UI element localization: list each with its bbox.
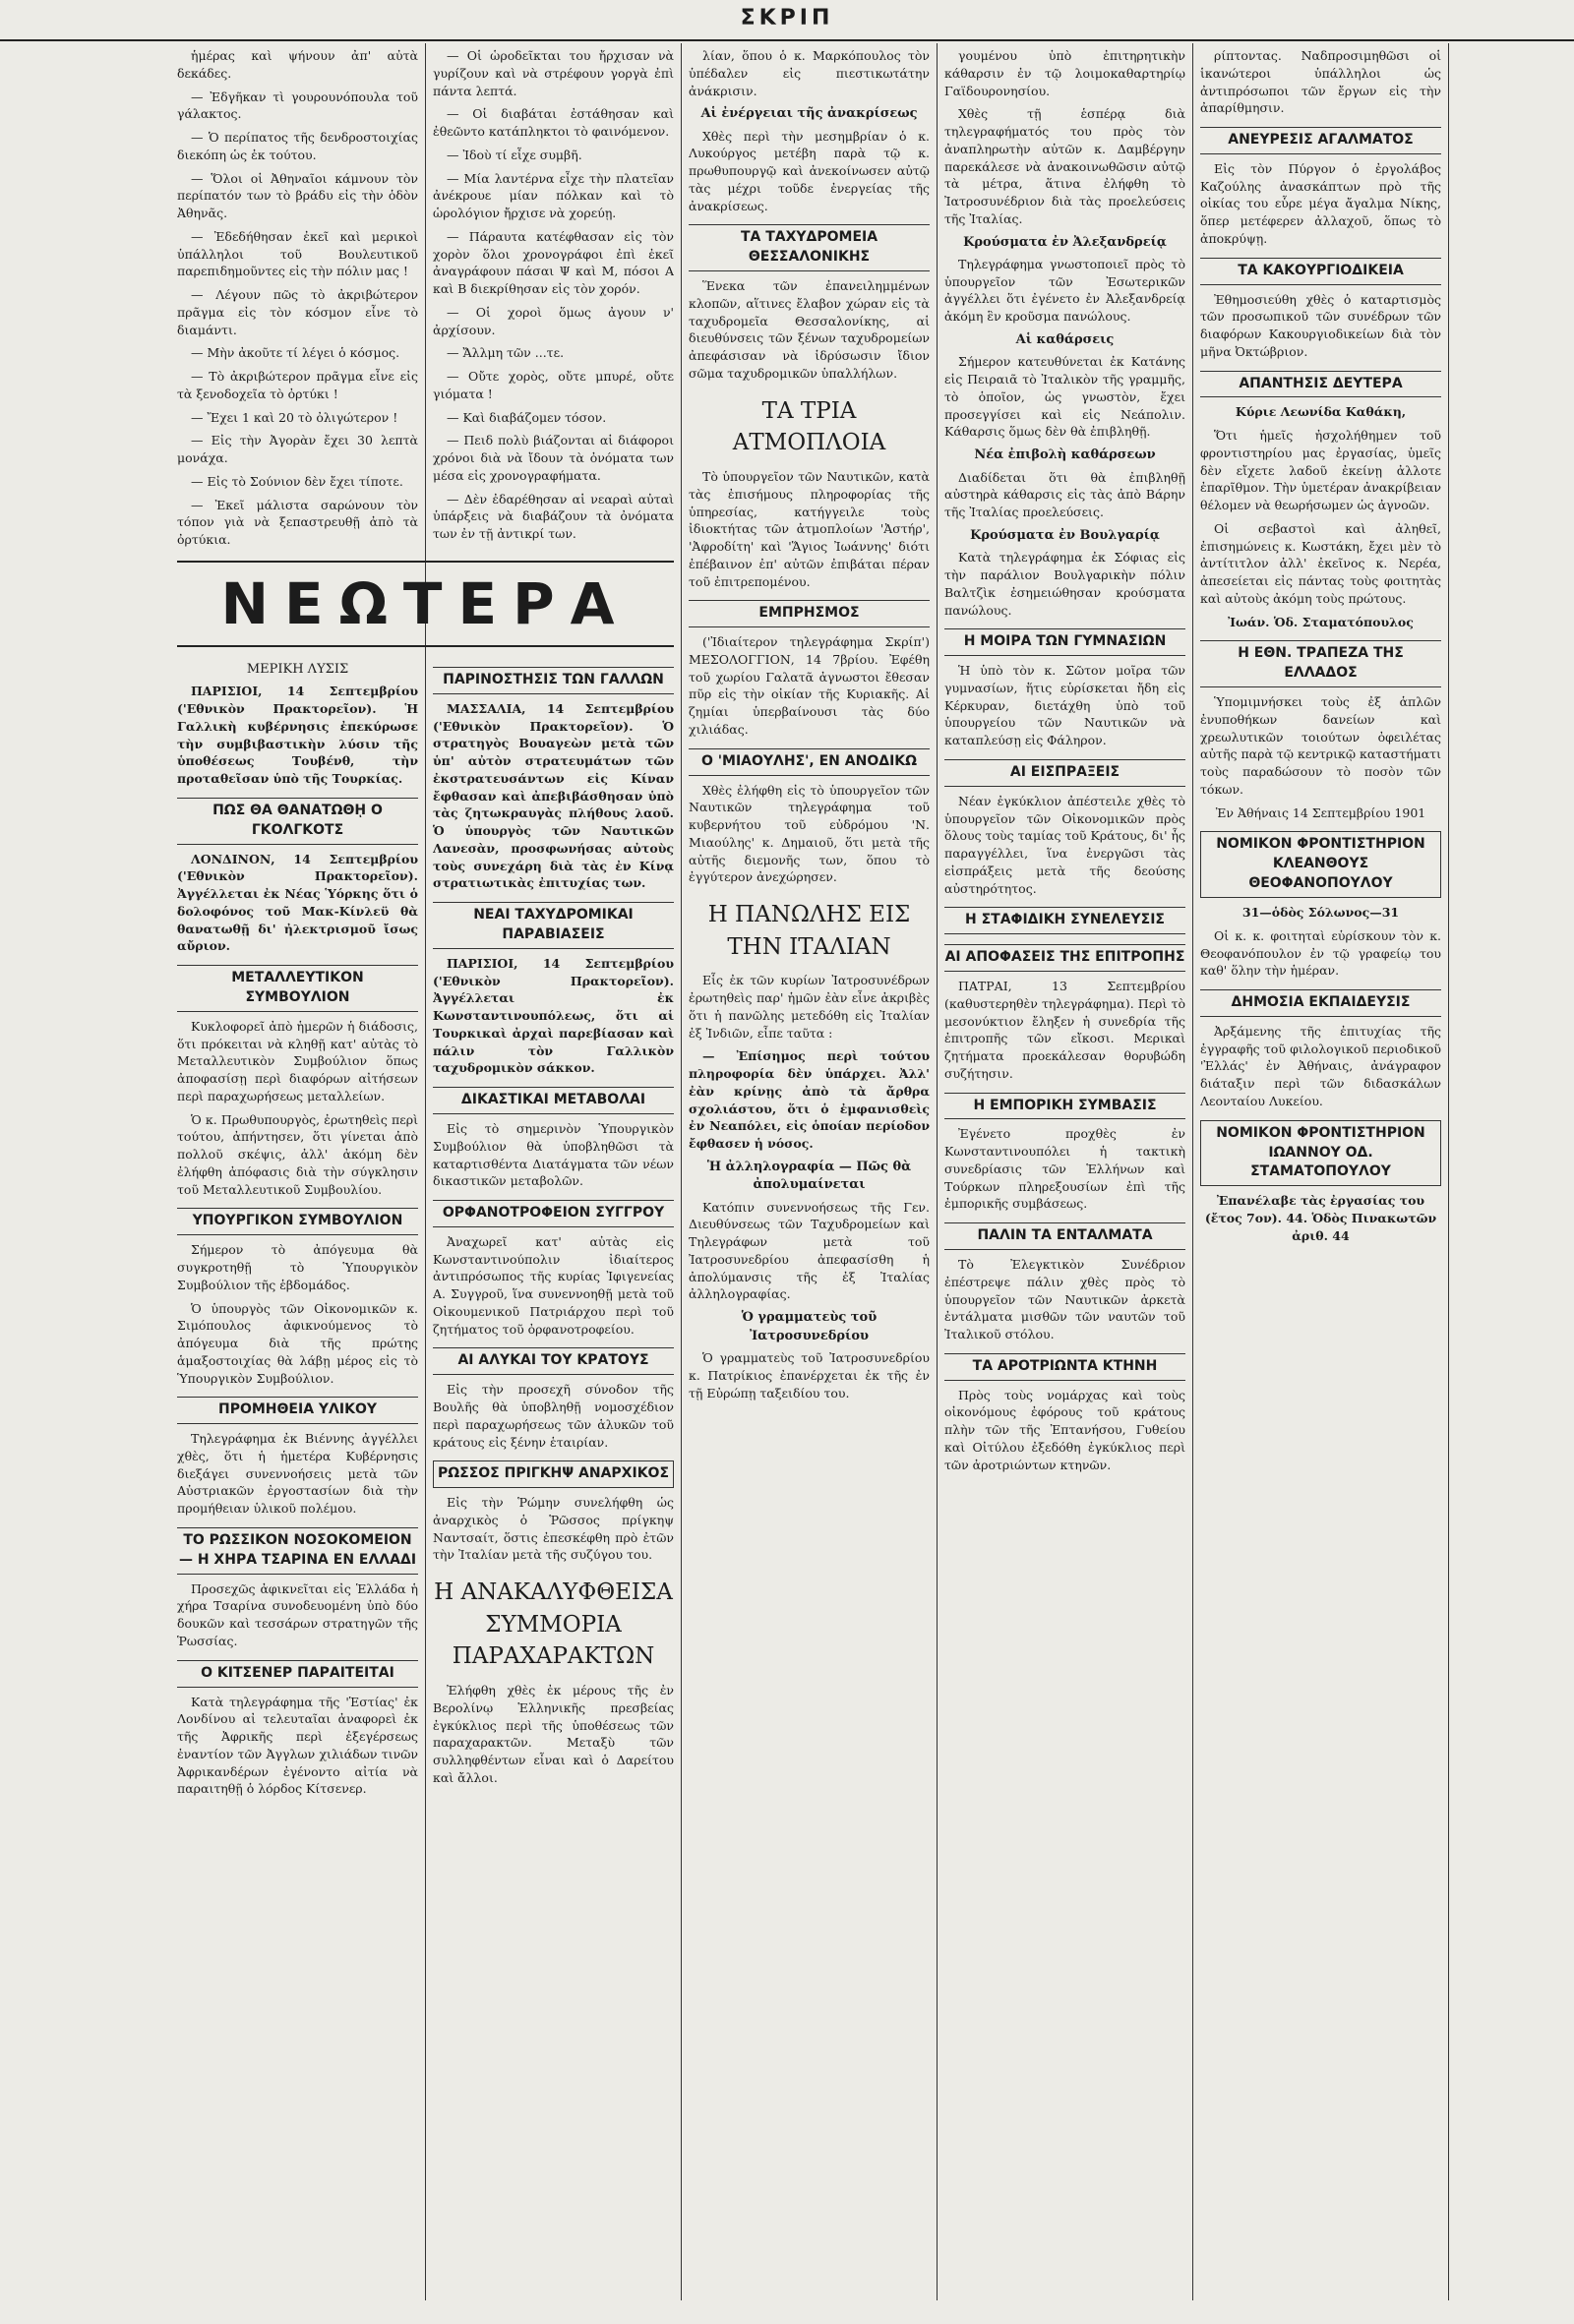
column-rule (1192, 43, 1193, 2300)
paragraph: Σήμερον τὸ ἀπόγευμα θὰ συγκροτηθῇ τὸ Ὑπουργικὸν Συμβούλιον τῆς ἑβδομάδος. (177, 1242, 418, 1292)
paragraph: — Καὶ διαβάζομεν τόσον. (447, 409, 607, 425)
section-banner-neotera: ΝΕΩΤΕΡΑ (177, 561, 674, 647)
headline: ΥΠΟΥΡΓΙΚΟΝ ΣΥΜΒΟΥΛΙΟΝ (177, 1208, 418, 1235)
headline: ΜΕΤΑΛΛΕΥΤΙΚΟΝ ΣΥΜΒΟΥΛΙΟΝ (177, 965, 418, 1012)
headline: ΔΗΜΟΣΙΑ ΕΚΠΑΙΔΕΥΣΙΣ (1200, 989, 1441, 1017)
paragraph: Διαδίδεται ὅτι θὰ ἐπιβληθῇ αὐστηρὰ κάθαρσις εἰς τὰς ἀπὸ Βάρην τῆς Ἰταλίας προελεύσεις. (944, 469, 1185, 520)
paragraph: — Πάραυτα κατέφθασαν εἰς τὸν χορὸν ὅλοι χρονογράφοι ἐπὶ ἐκεῖ ἀναγράφουν πάσαι Ψ καὶ Μ, πόσοι Α καὶ Β διεκρίθησαν εἰς τὸν χορόν. (433, 228, 674, 296)
column-rule (681, 43, 682, 2300)
paragraph: Σήμερον κατευθύνεται ἐκ Κατάνης εἰς Πειραιᾶ τὸ Ἰταλικὸν τῆς γραμμῆς, τὸ ὁποῖον, ὡς γνωστὸν, ἔχει προσεγγίσει καὶ εἰς Νεάπολιν. Κάθαρσις ὅμως δὲν θὰ ἐπιβληθῇ. (944, 354, 1185, 440)
column-2-lower (433, 657, 674, 2300)
paragraph: Εἰς τὸ σημερινὸν Ὑπουργικὸν Συμβούλιον θὰ ὑποβληθῶσι τὰ καταρτισθέντα Διατάγματα τῶν νέων δικαστικῶν μεταβολῶν. (433, 1121, 674, 1189)
paragraph: Κυκλοφορεῖ ἀπὸ ἡμερῶν ἡ διάδοσις, ὅτι πρόκειται νὰ κληθῇ κατ' αὐτὰς τὸ Μεταλλευτικὸν Συμβούλιον ὅπως ἀποφασίσῃ περὶ διαφόρων αἰτήσεων περὶ παραχωρήσεως μεταλλείων. (177, 1018, 418, 1103)
headline: ΑΙ ΕΙΣΠΡΑΞΕΙΣ (944, 759, 1185, 787)
paragraph: ΛΟΝΔΙΝΟΝ, 14 Σεπτεμβρίου ('Εθνικὸν Πρακτορεῖον). Ἀγγέλλεται ἐκ Νέας Ὑόρκης ὅτι ὁ δολοφόνος τοῦ Μακ-Κίνλεϋ θὰ θανατωθῇ δι' ἠλεκτρισμοῦ ἴσως αὔριον. (177, 851, 418, 954)
headline: ΕΜΠΡΗΣΜΟΣ (689, 600, 930, 627)
paragraph: Ἐθημοσιεύθη χθὲς ὁ καταρτισμὸς τῶν προσωπικοῦ τῶν συνέδρων τῶν διαφόρων Κακουργιοδικείων διὰ τὸν μῆνα Ὀκτώβριον. (1200, 291, 1441, 359)
paragraph: λίαν, ὅπου ὁ κ. Μαρκόπουλος τὸν ὑπέδαλεν εἰς πιεστικωτάτην ἀνάκρισιν. (689, 48, 930, 98)
paragraph: ΠΑΤΡΑΙ, 13 Σεπτεμβρίου (καθυστερηθὲν τηλεγράφημα). Περὶ τὸ μεσονύκτιον ἔληξεν ἡ συνεδρία τῆς ἐπιτροπῆς τῶν εἴκοσι. Μερικαὶ ζητήματα προεκάλεσαν θορυβώδη συζήτησιν. (944, 979, 1185, 1081)
paragraph: Χθὲς ἐλήφθη εἰς τὸ ὑπουργεῖον τῶν Ναυτικῶν τηλεγράφημα τοῦ κυβερνήτου τοῦ εὐδρόμου 'Ν. Μιαούλης' κ. Δημαιοῦ, ὅτι μετὰ τῆς αὐτῆς διεμονῆς των, ὅπου τὸ ἐγγύτερον ἀνεχώρησεν. (689, 782, 930, 885)
headline: ΠΡΟΜΗΘΕΙΑ ΥΛΙΚΟΥ (177, 1397, 418, 1424)
paragraph: Κύριε Λεωνίδα Καθάκη, (1235, 404, 1407, 420)
paragraph: ΠΑΡΙΣΙΟΙ, 14 Σεπτεμβρίου ('Εθνικὸν Πρακτορεῖον). Ἀγγέλλεται ἐκ Κωνσταντινουπόλεως, ὅτι αἱ Τουρκικαὶ ἀρχαὶ παρεβίασαν καὶ πάλιν τὸν Γαλλικὸν ταχυδρομικὸν σάκκον. (433, 955, 674, 1076)
paragraph: Εἷς ἐκ τῶν κυρίων Ἰατροσυνέδρων ἐρωτηθεὶς παρ' ἡμῶν ἐὰν εἶνε ἀκριβὲς ὅτι ἡ πανῶλης μετεδόθη εἰς Ἰταλίαν ἐξ Ἰνδιῶν, εἶπε ταῦτα : (689, 973, 930, 1041)
column-3 (689, 47, 930, 2300)
headline: ΤΑ ΑΡΟΤΡΙΩΝΤΑ ΚΤΗΝΗ (944, 1353, 1185, 1381)
masthead-title: ΣΚΡΙΠ (740, 6, 834, 30)
headline: ΑΠΑΝΤΗΣΙΣ ΔΕΥΤΕΡΑ (1200, 371, 1441, 398)
paragraph: γουμένου ὑπὸ ἐπιτηρητικὴν κάθαρσιν ἐν τῷ λοιμοκαθαρτηρίῳ Γαϊδουρονησίου. (944, 48, 1185, 98)
headline: ΡΩΣΣΟΣ ΠΡΙΓΚΗΨ ΑΝΑΡΧΙΚΟΣ (433, 1460, 674, 1488)
headline: ΑΙ ΑΠΟΦΑΣΕΙΣ ΤΗΣ ΕΠΙΤΡΟΠΗΣ (944, 944, 1185, 972)
paragraph: — Ἐκεῖ μάλιστα σαρώνουν τὸν τόπον γιὰ νὰ ξεπαστρευθῇ ἀπὸ τὰ ὀρτύκια. (177, 497, 418, 547)
paragraph: Ὁ ὑπουργὸς τῶν Οἰκονομικῶν κ. Σιμόπουλος ἀφικνούμενος τὸ ἀπόγευμα διὰ τῆς πρώτης ἁμαξοστοιχίας θὰ λάβῃ μέρος εἰς τὸ Ὑπουργικὸν Συμβούλιον. (177, 1300, 418, 1386)
headline: ΤΑ ΤΑΧΥΔΡΟΜΕΙΑ ΘΕΣΣΑΛΟΝΙΚΗΣ (689, 224, 930, 271)
paragraph: — Ὁ περίπατος τῆς δενδροστοιχίας διεκόπη ὡς ἐκ τούτου. (177, 130, 418, 162)
column-1-top (177, 47, 418, 554)
column-4 (944, 47, 1185, 2300)
paragraph: Ἐλήφθη χθὲς ἐκ μέρους τῆς ἐν Βερολίνῳ Ἑλληνικῆς πρεσβείας ἐγκύκλιος περὶ τῆς ὑποθέσεως τῶν παραχαρακτῶν. Μεταξὺ τῶν συλληφθέντων εἶναι καὶ ὁ Δαρείτου καὶ ἄλλοι. (433, 1683, 674, 1785)
paragraph: Εἰς τὴν Ῥώμην συνελήφθη ὡς ἀναρχικὸς ὁ Ῥῶσσος πρίγκηψ Ναντσαίτ, ὅστις ἐπεσκέφθη πρὸ ἐτῶν τὴν Ἰταλίαν μετὰ τῆς συζύγου του. (433, 1495, 674, 1563)
paragraph: — Ἐπίσημος περὶ τούτου πληροφορία δὲν ὑπάρχει. Ἀλλ' ἐὰν κρίνῃς ἀπὸ τὰ ἄρθρα σχολιάστου, ὅτι ὁ ἐμφανισθεὶς ἐν Νεαπόλει, εἰς ὁποίαν περίοδον ἔφθασεν ἡ νόσος. (689, 1048, 930, 1152)
paragraph: Νέαν ἐγκύκλιον ἀπέστειλε χθὲς τὸ ὑπουργεῖον τῶν Οἰκονομικῶν πρὸς ὅλους τοὺς ταμίας τοῦ Κράτους, δι' ἧς παραγγέλλει, ἵνα ἐνεργῶσι τὰς εἰσπράξεις μετὰ τῆς δεούσης αὐστηρότητος. (944, 793, 1185, 896)
paragraph: Ἀρξάμενης τῆς ἐπιτυχίας τῆς ἐγγραφῆς τοῦ φιλολογικοῦ περιοδικοῦ 'Ἐλλάς' ἐν Ἀθήναις, ἀνάγραφον διάταξιν περὶ τῶν διδασκάλων Λεονταίου Λυκείου. (1200, 1023, 1441, 1108)
column-rule (1448, 43, 1449, 2300)
paragraph: ρίπτοντας. Ναδπροσιμηθῶσι οἱ ἱκανώτεροι ὑπάλληλοι ὡς ἀντιπρόσωποι τῶν ἔργων εἰς τὴν ἀπαρίθμησιν. (1200, 48, 1441, 116)
paragraph: Τηλεγράφημα γνωστοποιεῖ πρὸς τὸ ὑπουργεῖον τῶν Ἐσωτερικῶν ἀγγέλλει ὅτι ἐγένετο ἐν Ἀλεξανδρείᾳ ἀκόμη ἓν κροῦσμα πανώλους. (944, 256, 1185, 325)
paragraph: Πρὸς τοὺς νομάρχας καὶ τοὺς οἰκονόμους ἐφόρους τοῦ κράτους πλὴν τῶν τῆς Ἐπτανήσου, Γυθείου καὶ Οἰτύλου ἐξεδόθη ἐγκύκλιος περὶ τῶν ἀροτριώντων κτηνῶν. (944, 1387, 1185, 1472)
column-2-top (433, 47, 674, 554)
column-rule (425, 43, 426, 2300)
paragraph: Χθὲς τῇ ἑσπέρᾳ διὰ τηλεγραφήματός του πρὸς τὸν ἀναπληρωτὴν αὐτῶν κ. Δαμβέργην παρεκάλεσε νὰ ἀνακοινωθῶσιν αὐτῷ τὰ μέτρα, ἅτινα ἐλήφθη τὸ Ἰατροσυνέδριον διὰ τὰς προελεύσεις τῆς Ἰταλίας. (944, 106, 1185, 226)
paragraph: Ἐγένετο προχθὲς ἐν Κωνσταντινουπόλει ἡ τακτικὴ συνεδρίασις τῶν Ἑλλήνων καὶ Τούρκων πληρεξουσίων ἐπὶ τῆς ἐμπορικῆς συμβάσεως. (944, 1126, 1185, 1212)
paragraph: Ὁ κ. Πρωθυπουργὸς, ἐρωτηθεὶς περὶ τούτου, ἀπήντησεν, ὅτι γίνεται ἀπὸ πολλοῦ σκέψις, ἀλλ' ἀκόμη δὲν ἐλήφθη ἀπόφασις διὰ τὴν σύγκλησιν τοῦ Μεταλλευτικοῦ Συμβουλίου. (177, 1111, 418, 1197)
headline: Η ΕΘΝ. ΤΡΑΠΕΖΑ ΤΗΣ ΕΛΛΑΔΟΣ (1200, 640, 1441, 687)
paragraph: Χθὲς περὶ τὴν μεσημβρίαν ὁ κ. Λυκούργος μετέβη παρὰ τῷ κ. πρωθυπουργῷ καὶ ἀνεκοίνωσεν αὐτῷ τὰς μέχρι τοῦδε ἐνεργείας τῆς ἀνακρίσεως. (689, 128, 930, 213)
paragraph: — Οὔτε χορὸς, οὔτε μπυρέ, οὔτε γιόματα ! (433, 369, 674, 401)
masthead (0, 0, 1574, 41)
headline: Ο ΚΙΤΣΕΝΕΡ ΠΑΡΑΙΤΕΙΤΑΙ (177, 1660, 418, 1688)
paragraph: — Ἐδγῆκαν τὶ γουρουνόπουλα τοῦ γάλακτος. (177, 89, 418, 122)
headline: ΑΝΕΥΡΕΣΙΣ ΑΓΑΛΜΑΤΟΣ (1200, 127, 1441, 154)
paragraph: Τὸ Ἐλεγκτικὸν Συνέδριον ἐπέστρεψε πάλιν χθὲς πρὸς τὸ ὑπουργεῖον τῶν Ναυτικῶν ἀρκετὰ ἐντάλματα μισθῶν τῶν ναυτῶν τοῦ Ἰταλικοῦ στόλου. (944, 1257, 1185, 1342)
paragraph: — Εἰς τὴν Ἀγορὰν ἔχει 30 λεπτὰ μονάχα. (177, 433, 418, 465)
paragraph: — Δὲν ἐδαρέθησαν αἱ νεαραὶ αὐταὶ ὑπάρξεις νὰ διαβάζουν τὰ ὀνόματα των ἐν τῇ ἀντικρί των. (433, 491, 674, 541)
paragraph: Εἰς τὸν Πύργον ὁ ἐργολάβος Καζούλης ἀνασκάπτων πρὸ τῆς οἰκίας του εὗρε μέγα ἄγαλμα Νίκης, ὅπερ μετέφερεν ἀλλαχοῦ, ὅπως τὸ ἀποκρύψῃ. (1200, 160, 1441, 246)
headline: ΤΟ ΡΩΣΣΙΚΟΝ ΝΟΣΟΚΟΜΕΙΟΝ — Η ΧΗΡΑ ΤΣΑΡΙΝΑ ΕΝ ΕΛΛΑΔΙ (177, 1527, 418, 1575)
headline: ΠΩΣ ΘΑ ΘΑΝΑΤΩΘῌ Ο ΓΚΟΛΓΚΟΤΣ (177, 798, 418, 845)
headline: ΤΑ ΤΡΙΑ ΑΤΜΟΠΛΟΙΑ (732, 397, 886, 456)
paragraph: ΜΑΣΣΑΛΙΑ, 14 Σεπτεμβρίου ('Εθνικὸν Πρακτορεῖον). Ὁ στρατηγὸς Βουαγεὼν μετὰ τῶν ὑπ' αὐτὸν στρατευμάτων τῶν ἐκστρατευσάντων εἰς Κίναν ἔφθασαν καὶ ἀπεβιβάσθησαν ὑπὸ τὰς ζητωκραυγὰς πλήθους λαοῦ. Ὁ ὑπουργὸς τῶν Ναυτικῶν Λανεσὰν, προσφωνήσας αὐτοὺς τοὺς συνεχάρη διὰ τὰς ἐν Κίνᾳ στρατιωτικὰς ἐπιτυχίας των. (433, 700, 674, 891)
headline: Η ΜΟΙΡΑ ΤΩΝ ΓΥΜΝΑΣΙΩΝ (944, 628, 1185, 656)
paragraph: — Ἰδοὺ τί εἶχε συμβῆ. (447, 147, 582, 162)
headline: ΝΟΜΙΚΟΝ ΦΡΟΝΤΙΣΤΗΡΙΟΝ ΚΛΕΑΝΘΟΥΣ ΘΕΟΦΑΝΟΠΟΥΛΟΥ (1200, 831, 1441, 898)
paragraph: Προσεχῶς ἀφικνεῖται εἰς Ἑλλάδα ἡ χήρα Τσαρίνα συνοδευομένη ὑπὸ δύο δουκῶν καὶ τεσσάρων στρατηγῶν τῆς Ῥωσσίας. (177, 1580, 418, 1648)
headline: ΝΕΑΙ ΤΑΧΥΔΡΟΜΙΚΑΙ ΠΑΡΑΒΙΑΣΕΙΣ (433, 902, 674, 949)
headline: ΔΙΚΑΣΤΙΚΑΙ ΜΕΤΑΒΟΛΑΙ (433, 1087, 674, 1114)
paragraph: Ὑπομιμνήσκει τοὺς ἐξ ἁπλῶν ἐνυποθήκων δανείων καὶ χρεωλυτικῶν τοιούτων ὀφειλέτας αὐτῆς παρὰ τῷ κεντρικῷ καταστήματι τοὺς παραδώσουν τὸ ποσὸν τῶν τόκων. (1200, 694, 1441, 797)
paragraph: Κατὰ τηλεγράφημα ἐκ Σόφιας εἰς τὴν παράλιον Βουλγαρικὴν πόλιν Βαλτζὶκ ἐσημειώθησαν κρούσματα πανώλους. (944, 550, 1185, 618)
paragraph: — Οἱ διαβάται ἐστάθησαν καὶ ἐθεῶντο κατάπληκτοι τὸ φαινόμενον. (433, 106, 674, 139)
headline: Αἱ καθάρσεις (1015, 331, 1115, 347)
paragraph: — Οἱ χοροὶ ὅμως ἀγουν ν' ἀρχίσουν. (433, 304, 674, 337)
headline: Η ΕΜΠΟΡΙΚΗ ΣΥΜΒΑΣΙΣ (944, 1093, 1185, 1120)
paragraph: — Ἄλλμη τῶν ...τε. (447, 345, 565, 361)
paragraph: — Ὅλοι οἱ Ἀθηναῖοι κάμνουν τὸν περίπατόν των τὸ βράδυ εἰς τὴν ὁδὸν Ἀθηνᾶς. (177, 170, 418, 220)
headline: ΤΑ ΚΑΚΟΥΡΓΙΟΔΙΚΕΙΑ (1200, 258, 1441, 285)
headline: Ἡ ἀλληλογραφία — Πῶς θὰ ἀπολυμαίνεται (706, 1159, 912, 1193)
paragraph: 31—ὁδὸς Σόλωνος—31 (1241, 905, 1400, 920)
paragraph: Τὸ ὑπουργεῖον τῶν Ναυτικῶν, κατὰ τὰς ἐπισήμους πληροφορίας τῆς ὑπηρεσίας, κατήγγειλε τοὺς ἰδιοκτήτας τῶν ἀτμοπλοίων 'Ἀστήρ', 'Ἀφροδίτη' καὶ 'Ἅγιος Ἰωάννης' διότι ἐπέβαινον ἐπ' αὐτῶν ἐπιβάται πέραν τοῦ ἐπιτρεπομένου. (689, 469, 930, 589)
paragraph: Τηλεγράφημα ἐκ Βιέννης ἀγγέλλει χθὲς, ὅτι ἡ ἡμετέρα Κυβέρνησις διεξάγει συνεννοήσεις μετὰ τῶν Αὐστριακῶν ἐργοστασίων διὰ τὴν προμήθειαν ὑλικοῦ πολέμου. (177, 1431, 418, 1517)
headline: Ο 'ΜΙΑΟΥΛΗΣ', ΕΝ ΑΝΟΔΙΚΩ (689, 748, 930, 776)
headline: Κρούσματα ἐν Βουλγαρίᾳ (970, 527, 1160, 543)
headline: Αἱ ἐνέργειαι τῆς ἀνακρίσεως (700, 106, 918, 122)
paragraph: — Πειδ πολὺ βιάζονται αἱ διάφοροι χρόνοι διὰ νὰ ἴδουν τὰ ὀνόματα των μέσα εἰς χρονογραφήματα. (433, 433, 674, 483)
headline: Κρούσματα ἐν Ἀλεξανδρείᾳ (963, 234, 1167, 250)
column-5 (1200, 47, 1441, 2300)
paragraph: — Τὸ ἀκριβώτερον πρᾶγμα εἶνε εἰς τὰ ξενοδοχεῖα τὸ ὀρτύκι ! (177, 369, 418, 401)
signature-line: Ἰωάν. Ὁδ. Σταματόπουλος (1228, 614, 1414, 629)
headline: ΠΑΡΙΝΟΣΤΗΣΙΣ ΤΩΝ ΓΑΛΛΩΝ (433, 667, 674, 694)
paragraph: — Λέγουν πῶς τὸ ἀκριβώτερον πρᾶγμα εἰς τὸν κόσμον εἶνε τὸ διαμάντι. (177, 287, 418, 337)
paragraph: Ἐπανέλαβε τὰς ἐργασίας του (ἔτος 7ον). 44. Ὁδὸς Πινακωτῶν ἀριθ. 44 (1204, 1193, 1437, 1243)
headline: ΝΟΜΙΚΟΝ ΦΡΟΝΤΙΣΤΗΡΙΟΝ ΙΩΑΝΝΟΥ ΟΔ. ΣΤΑΜΑΤΟΠΟΥΛΟΥ (1200, 1120, 1441, 1187)
column-rule (937, 43, 938, 2300)
paragraph: ΠΑΡΙΣΙΟΙ, 14 Σεπτεμβρίου ('Εθνικὸν Πρακτορεῖον). Ἡ Γαλλικὴ κυβέρνησις ἐπεκύρωσε τὴν συμβιβαστικὴν λύσιν τῆς ὑποθέσεως Τουβένθ, τὴν προταθεῖσαν ὑπὸ τῆς Τουρκίας. (177, 684, 418, 787)
paragraph: Ἐν Ἀθήναις 14 Σεπτεμβρίου 1901 (1215, 804, 1426, 820)
paragraph: Οἱ σεβαστοὶ καὶ ἀληθεῖ, ἐπισημώνεις κ. Κωστάκη, ἔχει μὲν τὸ ἀντίτιτλον ἀλλ' ἐκεῖνος κ. Νερέα, ἀπεσείεται εἰς πάντας τοὺς φοιτητὰς καὶ αὐτοὺς ἀκόμη τοὺς πρώτους. (1200, 520, 1441, 606)
paragraph: — Μία λαντέρνα εἶχε τὴν πλατεῖαν ἀνέκρουε μίαν πόλκαν καὶ τὸ ὡρολόγιον ἤρχισε νὰ χορεύῃ. (433, 170, 674, 220)
headline: Ὁ γραμματεὺς τοῦ Ἰατροσυνεδρίου (741, 1310, 878, 1343)
paragraph: — Ἔχει 1 καὶ 20 τὸ ὀλιγώτερον ! (191, 409, 398, 425)
headline: ΟΡΦΑΝΟΤΡΟΦΕΙΟΝ ΣΥΓΓΡΟΥ (433, 1200, 674, 1227)
headline: ΠΑΛΙΝ ΤΑ ΕΝΤΑΛΜΑΤΑ (944, 1222, 1185, 1250)
headline: ΑΙ ΑΛΥΚΑΙ ΤΟΥ ΚΡΑΤΟΥΣ (433, 1347, 674, 1375)
headline: Νέα ἐπιβολὴ καθάρσεων (974, 447, 1156, 463)
headline: Η ΠΑΝΩΛΗΣ ΕΙΣ ΤΗΝ ΙΤΑΛΙΑΝ (707, 902, 911, 960)
column-1-lower (177, 657, 418, 2300)
paragraph: Ἕνεκα τῶν ἐπανειλημμένων κλοπῶν, αἵτινες ἔλαβον χώραν εἰς τὰ ταχυδρομεῖα Θεσσαλονίκης, αἱ διευθύνσεις τῶν ξένων ταχυδρομείων ἀπεφάσισαν νὰ ἱδρύσωσιν ἴδιον σῶμα ταχυδρομικῶν ὑπαλλήλων. (689, 278, 930, 381)
paragraph: Ὅτι ἡμεῖς ἠσχολήθημεν τοῦ φροντιστηρίου μας ἐργασίας, ὑμεῖς δὲν εἴχετε λαδοῦ ἐκείνῃ ἀλλοτε ἐπαρῖθμον. Τὴν ὑμετέραν ἀνακρίβειαν θέλομεν νὰ θεωρήσωμεν ὡς ἀγνοῶν. (1200, 428, 1441, 513)
paragraph: ('Ἰδιαίτερον τηλεγράφημα Σκρίπ') ΜΕΣΟΛΟΓΓΙΟΝ, 14 7βρίου. Ἐφέθη τοῦ χωρίου Γαλατᾶ ἀγνωστοι ἔθεσαν πῦρ εἰς τὴν οἰκίαν τῆς Κυριακῆς. Αἱ ζημίαι ὑπερβαίνουσι τὰς δύο χιλιάδας. (689, 634, 930, 737)
paragraph: Εἰς τὴν προσεχῆ σύνοδον τῆς Βουλῆς θὰ ὑποβληθῇ νομοσχέδιον περὶ παραχωρήσεως τῶν ἁλυκῶν τοῦ κράτους εἰς ξένην ἑταιρίαν. (433, 1382, 674, 1450)
headline: ΜΕΡΙΚΗ ΛΥΣΙΣ (246, 662, 349, 677)
paragraph: Ὁ γραμματεὺς τοῦ Ἰατροσυνεδρίου κ. Πατρίκιος ἐπανέρχεται ἐκ τῆς ἐν τῇ Εὐρώπῃ ταξειδίου του. (689, 1350, 930, 1400)
headline: Η ΑΝΑΚΑΛΥΦΘΕΙΣΑ ΣΥΜΜΟΡΙΑ ΠΑΡΑΧΑΡΑΚΤΩΝ (434, 1579, 673, 1670)
paragraph: — Μὴν ἀκοῦτε τί λέγει ὁ κόσμος. (191, 345, 400, 361)
paragraph: — Εἰς τὸ Σούνιον δὲν ἔχει τίποτε. (191, 473, 403, 489)
paragraph: — Ἐδεδήθησαν ἐκεῖ καὶ μερικοὶ ὑπάλληλοι τοῦ Βουλευτικοῦ παρεπιδημοῦντες εἰς τὴν πόλιν μας ! (177, 228, 418, 279)
paragraph: Οἱ κ. κ. φοιτηταὶ εὑρίσκουν τὸν κ. Θεοφανόπουλον ἐν τῷ γραφείῳ του καθ' ὅλην τὴν ἡμέραν. (1200, 927, 1441, 979)
headline: Η ΣΤΑΦΙΔΙΚΗ ΣΥΝΕΛΕΥΣΙΣ (944, 907, 1185, 934)
paragraph: Κατὰ τηλεγράφημα τῆς 'Ἑστίας' ἐκ Λονδίνου αἰ τελευταῖαι ἀναφορεὶ ἐκ τῆς Ἀφρικῆς περὶ ἐξεγέρσεως ἐναντίον τῶν Ἀγγλων χιλιάδων τινῶν Ἀφρικανδέρων ἐγένοντο αἰτία νὰ παραιτηθῇ ὁ λόρδος Κίτσενερ. (177, 1694, 418, 1797)
paragraph: ἡμέρας καὶ ψήνουν ἀπ' αὐτὰ δεκάδες. (177, 48, 418, 81)
paragraph: Ἡ ὑπὸ τὸν κ. Σῶτον μοῖρα τῶν γυμνασίων, ἥτις εὑρίσκεται ἤδη εἰς Κέρκυραν, διετάχθη ὑπὸ τοῦ ὑπουργείου τῶν Ναυτικῶν νὰ καταπλεύσῃ εἰς Φάληρον. (944, 663, 1185, 748)
paragraph: Ἀναχωρεῖ κατ' αὐτὰς εἰς Κωνσταντινούπολιν ἰδιαίτερος ἀντιπρόσωπος τῆς κυρίας Ἰφιγενείας Α. Συγγροῦ, ἵνα συνεννοηθῇ μετὰ τοῦ Οἰκουμενικοῦ Πατριάρχου περὶ τοῦ ζητήματος τοῦ ὀρφανοτροφείου. (433, 1233, 674, 1337)
paragraph: Κατόπιν συνεννοήσεως τῆς Γεν. Διευθύνσεως τῶν Ταχυδρομείων καὶ Τηλεγράφων μετὰ τοῦ Ἰατροσυνεδρίου ἀπεφασίσθη ἡ ἀπολύμανσις τῆς ἐξ Ἰταλίας ἀλληλογραφίας. (689, 1199, 930, 1302)
paragraph: — Οἱ ὡροδεῖκται του ἤρχισαν νὰ γυρίζουν καὶ νὰ στρέφουν γοργὰ ἐπὶ πάντα λεπτά. (433, 48, 674, 98)
